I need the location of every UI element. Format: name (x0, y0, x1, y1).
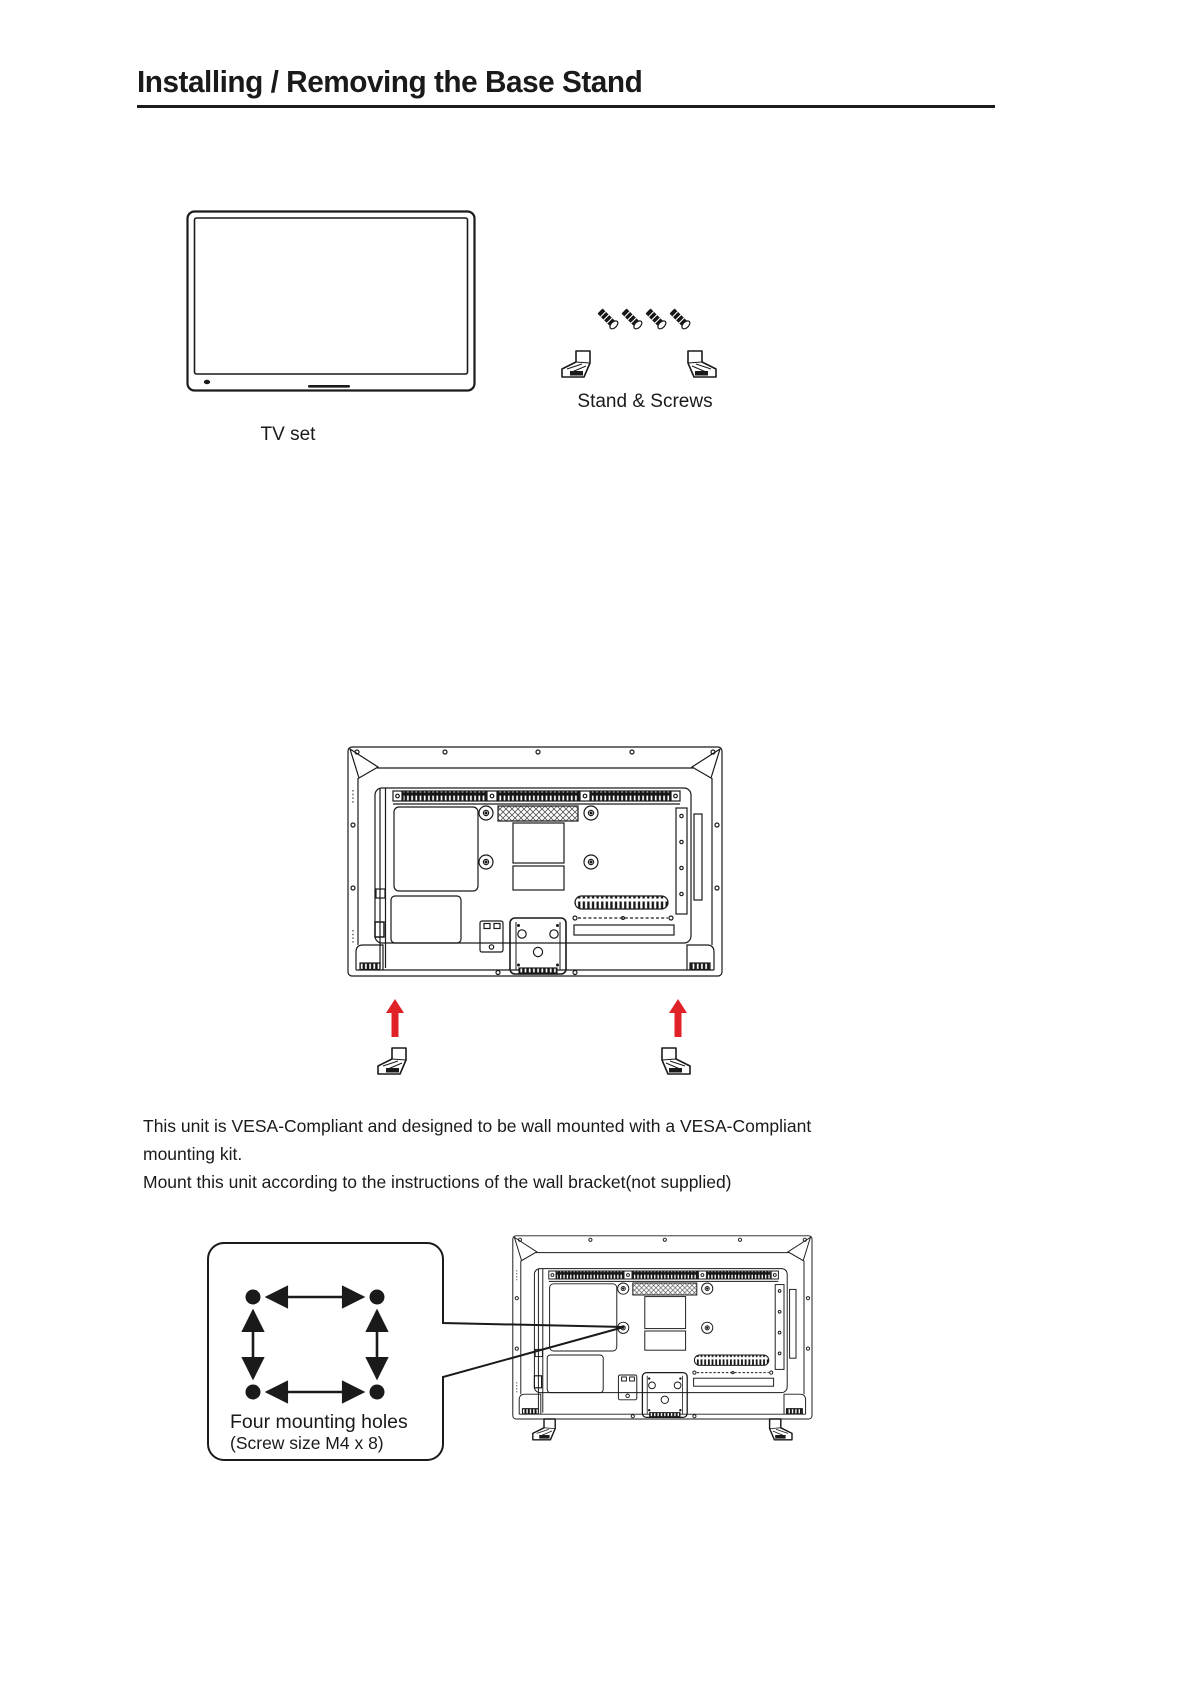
stand-screws-label: Stand & Screws (577, 391, 713, 412)
callout-title: Four mounting holes (230, 1411, 408, 1433)
screw-icon (669, 308, 692, 330)
stand-foot-icon (561, 349, 591, 378)
tv-set-label: TV set (260, 424, 316, 445)
screws-figure (597, 308, 699, 342)
page-title: Installing / Removing the Base Stand (137, 64, 643, 99)
vesa-note-line: Mount this unit according to the instructions of the wall bracket(not supplied) (143, 1172, 732, 1192)
wall-mount-figure (195, 1228, 843, 1496)
title-rule (137, 105, 995, 108)
vesa-note-line: This unit is VESA-Compliant and designed to be wall mounted with a VESA-Compliant (143, 1116, 812, 1136)
callout-subtitle: (Screw size M4 x 8) (230, 1433, 384, 1453)
vesa-note-line: mounting kit. (143, 1144, 243, 1164)
stand-foot-icon (687, 349, 717, 378)
screw-icon (645, 308, 668, 330)
tv-back-figure (347, 746, 723, 978)
stand-foot-icon (661, 1046, 691, 1075)
screw-icon (621, 308, 644, 330)
stand-foot-icon (377, 1046, 407, 1075)
up-arrow-icon (669, 999, 687, 1037)
tv-front-figure (186, 210, 476, 392)
bottom-logo-bar (308, 385, 350, 388)
power-indicator (204, 380, 210, 384)
up-arrow-icon (386, 999, 404, 1037)
screw-icon (597, 308, 619, 330)
tv-screen (195, 218, 468, 374)
